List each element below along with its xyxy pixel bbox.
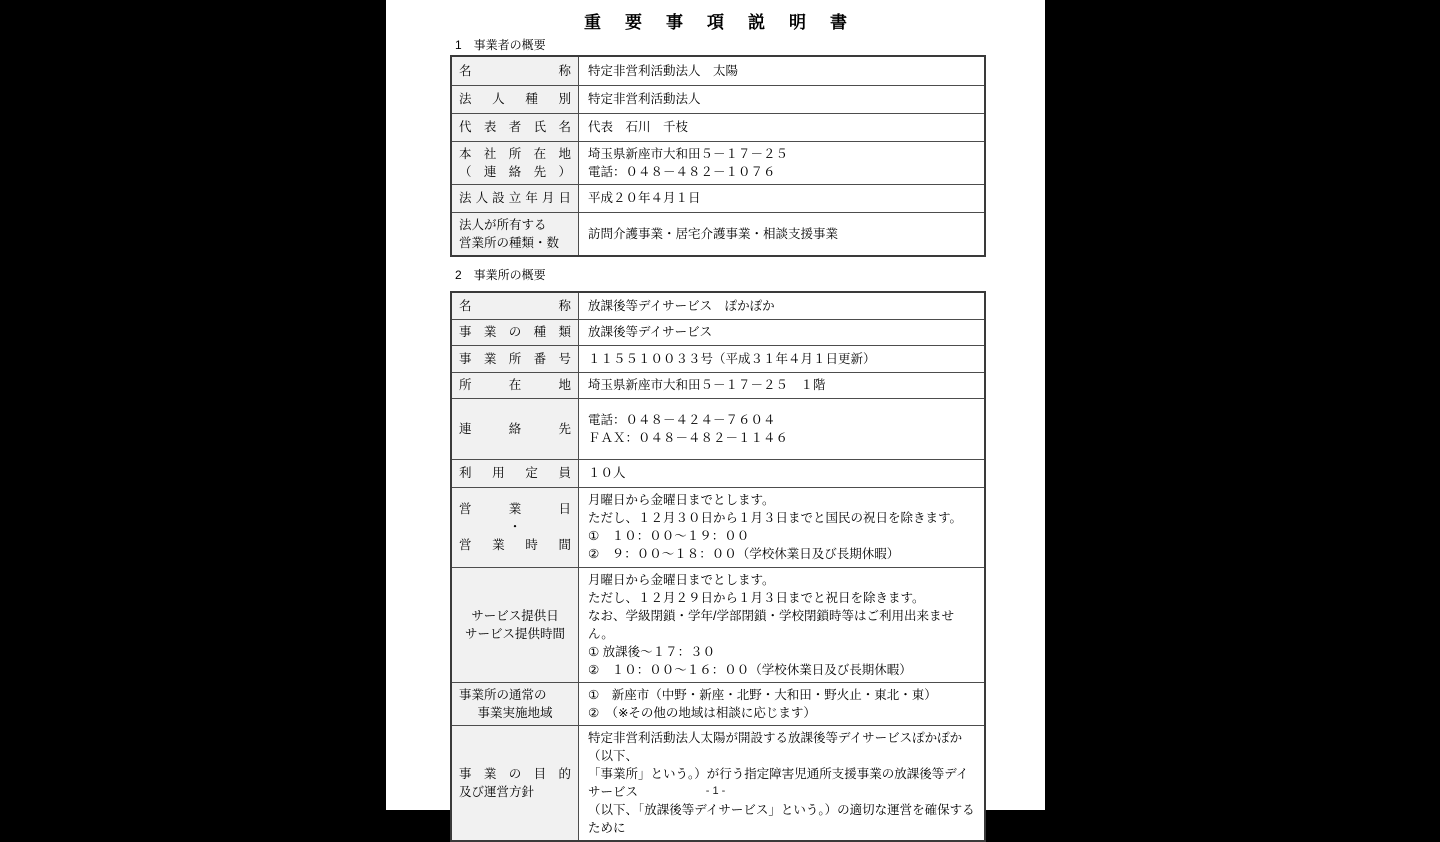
row-value: 月曜日から金曜日までとします。 ただし、１２月２９日から１月３日までと祝日を除きます。 なお、学級閉鎖・学年/学部閉鎖・学校閉鎖時等はご利用出来ません。 ① 放課後～１７：３０ ② １０：００～１６：００（学校休業日及び長期休暇） bbox=[579, 567, 986, 682]
row-label: 代 表 者 氏 名 bbox=[451, 113, 579, 141]
row-value: 埼玉県新座市大和田５－１７－２５ １階 bbox=[579, 372, 986, 398]
document-page bbox=[386, 0, 1045, 835]
row-label: 事業所の通常の 事業実施地域 bbox=[451, 682, 579, 725]
table-row bbox=[451, 487, 985, 567]
row-label: 所 在 地 bbox=[451, 372, 579, 398]
table-row bbox=[451, 85, 985, 113]
table-row bbox=[451, 212, 985, 256]
row-label: 事 業 所 番 号 bbox=[451, 345, 579, 372]
table-row bbox=[451, 372, 985, 398]
business-operator-table bbox=[450, 55, 986, 257]
table-row bbox=[451, 459, 985, 487]
row-value: 月曜日から金曜日までとします。 ただし、１２月３０日から１月３日までと国民の祝日を除きます。 ① １０：００～１９：００ ② ９：００～１８：００（学校休業日及び長期休暇） bbox=[579, 487, 986, 567]
row-label: 連 絡 先 bbox=[451, 398, 579, 459]
row-value: ① 新座市（中野・新座・北野・大和田・野火止・東北・東） ② （※その他の地域は相談に応じます） bbox=[579, 682, 986, 725]
row-label: 名 称 bbox=[451, 292, 579, 319]
row-value: 特定非営利活動法人 bbox=[579, 85, 986, 113]
table-row bbox=[451, 398, 985, 459]
row-value: 訪問介護事業・居宅介護事業・相談支援事業 bbox=[579, 212, 986, 256]
table-row bbox=[451, 725, 985, 841]
row-value: 特定非営利活動法人太陽が開設する放課後等デイサービスぽかぽか（以下、 「事業所」という。）が行う指定障害児通所支援事業の放課後等デイサービス （以下、「放課後等デイサービス」という。）の適切な運営を確保するために bbox=[579, 725, 986, 841]
section-heading-business-operator: 1 事業者の概要 bbox=[455, 38, 546, 52]
table-row bbox=[451, 141, 985, 184]
row-label: 利 用 定 員 bbox=[451, 459, 579, 487]
table-row bbox=[451, 567, 985, 682]
row-value: １０人 bbox=[579, 459, 986, 487]
row-value: 平成２０年４月１日 bbox=[579, 184, 986, 212]
row-value: 放課後等デイサービス bbox=[579, 319, 986, 345]
table-row bbox=[451, 113, 985, 141]
section-heading-office-overview: 2 事業所の概要 bbox=[455, 268, 546, 282]
document-title: 重要事項説明書 bbox=[584, 13, 871, 32]
row-label: 営 業 日 ・ 営 業 時 間 bbox=[451, 487, 579, 567]
row-value: 埼玉県新座市大和田５－１７－２５ 電話：０４８－４８２－１０７６ bbox=[579, 141, 986, 184]
row-label: 本 社 所 在 地 （ 連 絡 先 ） bbox=[451, 141, 579, 184]
row-label: 法人が所有する 営業所の種類・数 bbox=[451, 212, 579, 256]
row-label: 名 称 bbox=[451, 56, 579, 85]
row-label: 事 業 の 種 類 bbox=[451, 319, 579, 345]
table-row bbox=[451, 345, 985, 372]
page-number: - 1 - bbox=[705, 785, 726, 797]
row-label: サービス提供日 サービス提供時間 bbox=[451, 567, 579, 682]
table-row bbox=[451, 56, 985, 85]
row-value: 放課後等デイサービス ぽかぽか bbox=[579, 292, 986, 319]
row-label: 事 業 の 目 的 及び運営方針 bbox=[451, 725, 579, 841]
row-value: 代表 石川 千枝 bbox=[579, 113, 986, 141]
row-value: 電話：０４８－４２４－７６０４ ＦＡＸ：０４８－４８２－１１４６ bbox=[579, 398, 986, 459]
table-row bbox=[451, 184, 985, 212]
row-label: 法 人 設 立 年 月 日 bbox=[451, 184, 579, 212]
row-value: １１５５１００３３号（平成３１年４月１日更新） bbox=[579, 345, 986, 372]
row-value: 特定非営利活動法人 太陽 bbox=[579, 56, 986, 85]
row-label: 法 人 種 別 bbox=[451, 85, 579, 113]
office-overview-table bbox=[450, 291, 986, 842]
table-row bbox=[451, 319, 985, 345]
table-row bbox=[451, 682, 985, 725]
table-row bbox=[451, 292, 985, 319]
